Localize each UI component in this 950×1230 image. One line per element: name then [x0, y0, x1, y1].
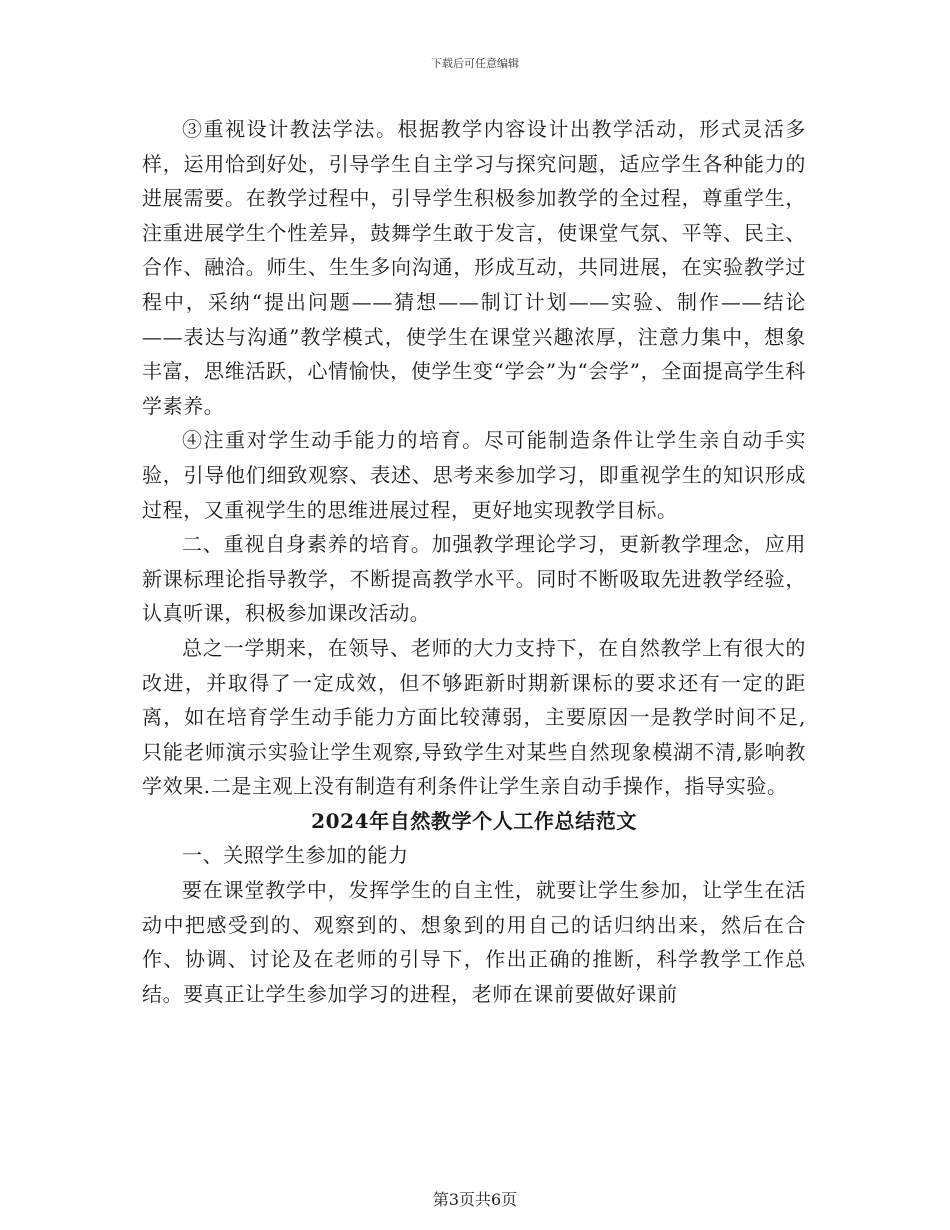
paragraph-teaching-methods: ③重视设计教法学法。根据教学内容设计出教学活动，形式灵活多样，运用恰到好处，引导学生自主学习与探究问题，适应学生各种能力的进展需要。在教学过程中，引导学生积极参加教学的全过程，尊重学生，注重进展学生个性差异，鼓舞学生敢于发言，使课堂气氛、平等、民主、合作、融洽。师生、生生多向沟通，形成互动，共同进展，在实验教学过程中，采纳“提出问题——猜想——制订计划——实验、制作——结论——表达与沟通”教学模式，使学生在课堂兴趣浓厚，注意力集中，想象丰富，思维活跃，心情愉快，使学生变“学会”为“会学”，全面提高学生科学素养。: [142, 117, 806, 418]
section-subheading: 一、关照学生参加的能力: [182, 843, 409, 868]
section-paragraph: 要在课堂教学中，发挥学生的自主性，就要让学生参加，让学生在活动中把感受到的、观察到的、想象到的用自己的话归纳出来，然后在合作、协调、讨论及在老师的引导下，作出正确的推断，科学教学工作总结。要真正让学生参加学习的进程，老师在课前要做好课前: [142, 878, 806, 1006]
paragraph-self-cultivation: 二、重视自身素养的培育。加强教学理论学习，更新教学理念，应用新课标理论指导教学，不断提高教学水平。同时不断吸取先进教学经验，认真听课，积极参加课改活动。: [142, 532, 806, 626]
paragraph-hands-on-ability: ④注重对学生动手能力的培育。尽可能制造条件让学生亲自动手实验，引导他们细致观察、表述、思考来参加学习，即重视学生的知识形成过程，又重视学生的思维进展过程，更好地实现教学目标。: [142, 428, 806, 522]
document-body: [142, 112, 806, 1011]
page-header: 下载后可任意编辑: [431, 57, 519, 70]
paragraph-summary: 总之一学期来，在领导、老师的大力支持下，在自然教学上有很大的改进，并取得了一定成效，但不够距新时期新课标的要求还有一定的距离，如在培育学生动手能力方面比较薄弱，主要原因一是教学时间不足,只能老师演示实验让学生观察,导致学生对某些自然现象模湖不清,影响教学效果.二是主观上没有制造有利条件让学生亲自动手操作，指导实验。: [142, 635, 806, 799]
page-footer: 第3页共6页: [432, 1190, 518, 1209]
section-title: 2024年自然教学个人工作总结范文: [311, 808, 637, 833]
